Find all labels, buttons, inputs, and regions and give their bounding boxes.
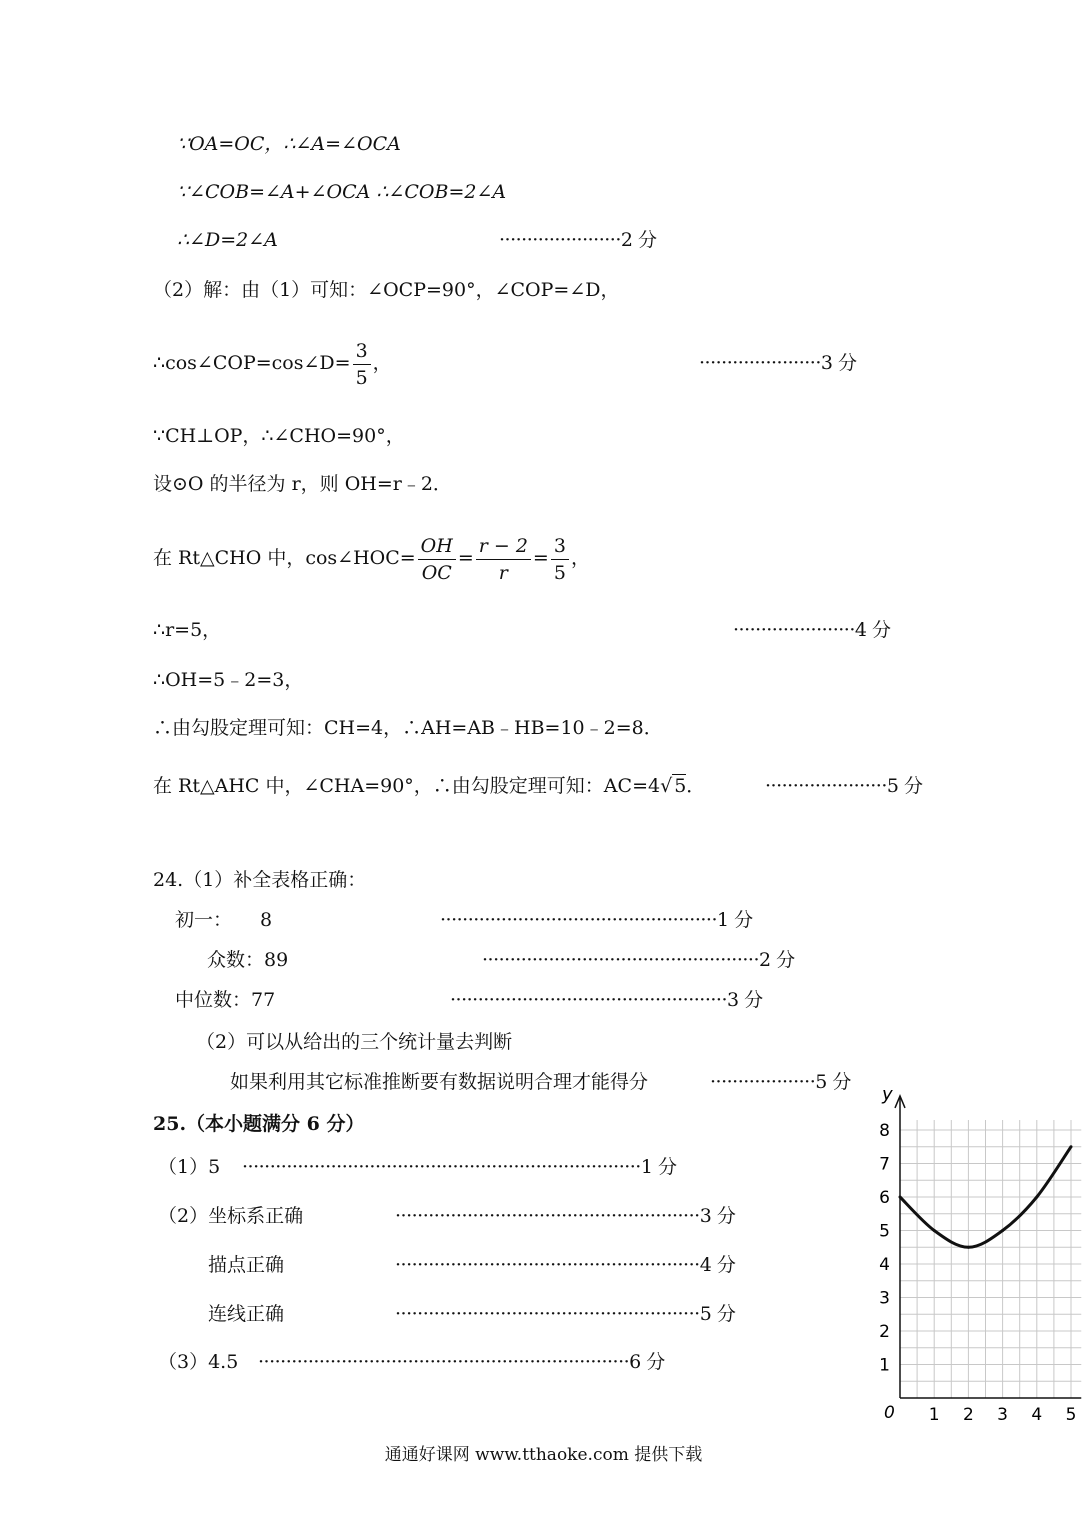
proof-line-1: ∵OA=OC，∴∠A=∠OCA bbox=[177, 133, 401, 155]
r-equals-line: ∴r=5， bbox=[153, 619, 222, 641]
perpendicular-line: ∵CH⊥OP，∴∠CHO=90°， bbox=[153, 425, 405, 447]
y-tick-label: 5 bbox=[879, 1221, 890, 1242]
score-4: 4 分 bbox=[854, 619, 891, 641]
y-tick-label: 3 bbox=[879, 1288, 890, 1309]
q25-leader-2: ·······················································3 分 bbox=[395, 1205, 736, 1227]
y-tick-label: 2 bbox=[879, 1322, 890, 1342]
y-tick-label: 8 bbox=[879, 1121, 890, 1141]
y-tick-label: 6 bbox=[879, 1188, 890, 1208]
data-point bbox=[967, 1246, 970, 1249]
q25-answer-3: 描点正确 bbox=[208, 1254, 285, 1276]
q24-row-2: 众数：89 bbox=[207, 949, 289, 971]
q25-leader-1: ········································································1 分 bbox=[242, 1156, 677, 1178]
score-leader-4: ······················4 分 bbox=[733, 619, 891, 641]
data-point bbox=[933, 1229, 936, 1232]
fraction-r-minus-2: $\frac{r - 2}{r}$ bbox=[476, 533, 531, 586]
data-point bbox=[899, 1196, 902, 1199]
origin-label: 0 bbox=[884, 1403, 895, 1423]
oh-line: ∴OH=5﹣2=3， bbox=[153, 669, 304, 691]
q24-leader-2: ··················································2 分 bbox=[482, 949, 795, 971]
proof-line-3: ∴∠D=2∠A bbox=[177, 229, 278, 251]
sqrt-expression: 4√ 5 bbox=[647, 775, 687, 797]
score-leader-5: ······················5 分 bbox=[765, 775, 923, 797]
data-point bbox=[1001, 1229, 1004, 1232]
radius-line: 设⊙O 的半径为 r，则 OH=r﹣2． bbox=[153, 473, 452, 495]
x-tick-label: 2 bbox=[962, 1405, 974, 1425]
fraction-3-5: $\frac{3}{5}$ bbox=[353, 338, 371, 391]
x-tick-label: 3 bbox=[997, 1405, 1009, 1425]
q24-part-2: （2）可以从给出的三个统计量去判断 bbox=[196, 1031, 513, 1053]
proof-line-2: ∵∠COB=∠A+∠OCA ∴∠COB=2∠A bbox=[177, 181, 507, 203]
q25-leader-4: ·······················································5 分 bbox=[395, 1303, 736, 1325]
data-point bbox=[1070, 1145, 1073, 1148]
q25-leader-3: ·······················································4 分 bbox=[395, 1254, 736, 1276]
score-3: 3 分 bbox=[820, 352, 857, 374]
data-point bbox=[1035, 1196, 1038, 1199]
x-tick-label: 1 bbox=[928, 1405, 940, 1425]
fraction-oh-oc: $\frac{OH}{OC}$ bbox=[418, 533, 456, 586]
q24-leader-3: ··················································3 分 bbox=[450, 989, 763, 1011]
parabola-graph bbox=[870, 1085, 1087, 1430]
q24-leader-5: ···················5 分 bbox=[710, 1071, 851, 1093]
q25-answer-4: 连线正确 bbox=[208, 1303, 285, 1325]
q25-answer-1: （1）5 bbox=[158, 1156, 221, 1178]
score-leader-2: ······················2 分 bbox=[499, 229, 657, 251]
q24-title: 24.（1）补全表格正确： bbox=[153, 869, 367, 891]
cos-hoc-line: 在 Rt△CHO 中，cos∠HOC= $\frac{OH}{OC}$ = $\frac{r - 2}{r}$ = $\frac{3}{5}$ ， bbox=[153, 534, 590, 584]
cos-cop-line: ∴cos∠COP=cos∠D= $\frac{3}{5}$ ， bbox=[153, 339, 392, 389]
pythagoras-line-2: 在 Rt△AHC 中，∠CHA=90°，∴由勾股定理可知：AC=4√ 5． bbox=[153, 775, 706, 797]
fraction-3-5-b: $\frac{3}{5}$ bbox=[551, 533, 569, 586]
x-tick-label: 5 bbox=[1065, 1405, 1077, 1425]
y-tick-label: 7 bbox=[879, 1154, 890, 1175]
q25-answer-2: （2）坐标系正确 bbox=[158, 1205, 304, 1227]
q24-row-3: 中位数：77 bbox=[175, 989, 276, 1011]
q25-leader-5: ···································································6 分 bbox=[258, 1351, 665, 1373]
page-footer: 通通好课网 www.tthaoke.com 提供下载 bbox=[384, 1445, 703, 1465]
y-tick-label: 1 bbox=[879, 1355, 890, 1376]
y-tick-label: 4 bbox=[879, 1255, 890, 1275]
q24-row-1: 初一： 8 bbox=[175, 909, 273, 931]
q24-part-2-note: 如果利用其它标准推断要有数据说明合理才能得分 bbox=[230, 1071, 649, 1093]
score-5: 5 分 bbox=[886, 775, 923, 797]
score-2: 2 分 bbox=[620, 229, 657, 251]
part2-intro: （2）解：由（1）可知：∠OCP=90°，∠COP=∠D， bbox=[153, 279, 620, 301]
graph-grid bbox=[900, 1120, 1081, 1398]
y-axis-label: y bbox=[882, 1085, 893, 1105]
q25-title: 25.（本小题满分 6 分） bbox=[153, 1113, 365, 1135]
pythagoras-line-1: ∴由勾股定理可知：CH=4，∴AH=AB﹣HB=10﹣2=8． bbox=[153, 717, 663, 739]
q25-answer-5: （3）4.5 bbox=[158, 1351, 239, 1373]
graph-tick-labels bbox=[879, 1085, 1076, 1425]
score-leader-3: ······················3 分 bbox=[699, 352, 857, 374]
x-tick-label: 4 bbox=[1031, 1405, 1043, 1425]
q24-leader-1: ··················································1 分 bbox=[440, 909, 753, 931]
